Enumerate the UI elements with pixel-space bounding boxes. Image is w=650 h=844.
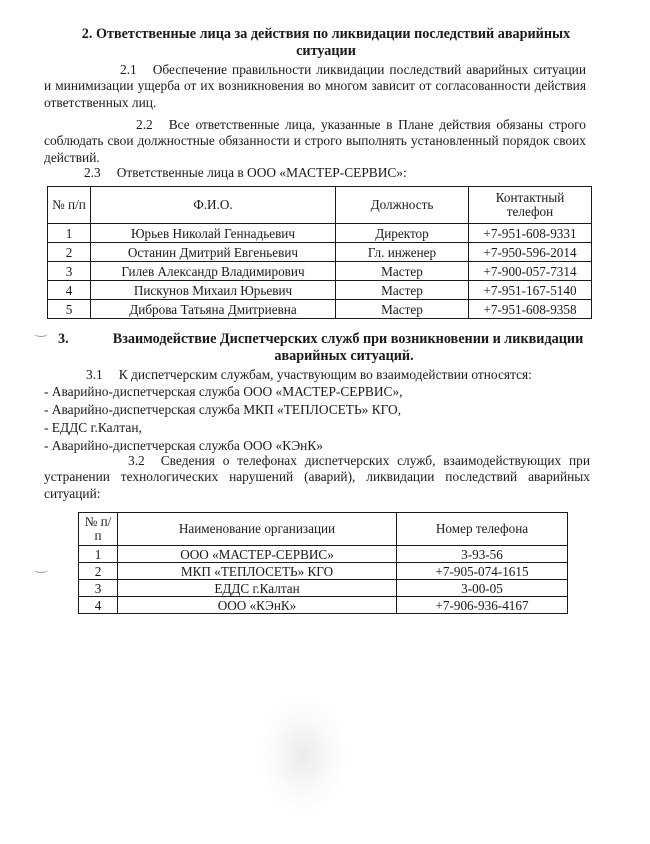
- col-header-position: Должность: [336, 187, 469, 224]
- organization-name: ЕДДС г.Калтан: [118, 580, 397, 597]
- organization-phone: +7-906-936-4167: [397, 597, 568, 614]
- row-number: 1: [48, 224, 91, 243]
- person-position: Мастер: [336, 281, 469, 300]
- table-row: [79, 546, 568, 563]
- person-name: Диброва Татьяна Дмитриевна: [91, 300, 336, 319]
- organization-name: ООО «МАСТЕР-СЕРВИС»: [118, 546, 397, 563]
- section-3-heading-number: 3.: [58, 331, 69, 347]
- table-row: [48, 300, 592, 319]
- col-header-number: № п/п: [79, 513, 118, 546]
- paragraph-2-1-text: Обеспечение правильности ликвидации последствий аварийных ситуации и минимизации ущерба от их возникновения во многом зависит от согласованности действия ответственных лиц.: [44, 62, 586, 110]
- list-item: - ЕДДС г.Калтан,: [44, 420, 142, 435]
- person-name: Останин Дмитрий Евгеньевич: [91, 243, 336, 262]
- person-phone: +7-951-608-9331: [469, 224, 592, 243]
- paragraph-2-2-text: Все ответственные лица, указанные в Плане действия обязаны строго соблюдать свои должностные обязанности и строго выполнять установленный порядок своих действий.: [44, 117, 586, 165]
- section-3-heading-text1: Взаимодействие Диспетчерских служб при возникновении и ликвидации: [112, 331, 584, 347]
- table-row: [79, 580, 568, 597]
- table-row: [48, 281, 592, 300]
- col-header-name: Ф.И.О.: [91, 187, 336, 224]
- row-number: 5: [48, 300, 91, 319]
- table-row: [48, 262, 592, 281]
- person-phone: +7-900-057-7314: [469, 262, 592, 281]
- person-name: Юрьев Николай Геннадьевич: [91, 224, 336, 243]
- table-row: [48, 224, 592, 243]
- organization-phone: 3-00-05: [397, 580, 568, 597]
- table-row: [79, 563, 568, 580]
- organization-name: ООО «КЭнК»: [118, 597, 397, 614]
- person-position: Директор: [336, 224, 469, 243]
- row-number: 3: [48, 262, 91, 281]
- paragraph-3-1-number: 3.1: [86, 367, 103, 382]
- paragraph-2-3-number: 2.3: [84, 165, 101, 180]
- person-name: Гилев Александр Владимирович: [91, 262, 336, 281]
- organization-phone: 3-93-56: [397, 546, 568, 563]
- paragraph-3-2-text: Сведения о телефонах диспетчерских служб, взаимодействующих при устранении технологических нарушений (аварий), ликвидации последствий аварийных ситуаций:: [44, 453, 590, 501]
- col-header-organization: Наименование организации: [118, 513, 397, 546]
- section-3-heading-line1: [44, 331, 604, 348]
- section-2-heading: [40, 26, 612, 60]
- paragraph-2-2-number: 2.2: [136, 117, 153, 132]
- row-number: 2: [79, 563, 118, 580]
- row-number: 4: [79, 597, 118, 614]
- person-position: Мастер: [336, 300, 469, 319]
- row-number: 3: [79, 580, 118, 597]
- paragraph-2-2: [44, 117, 586, 166]
- table-header-row: [79, 513, 568, 546]
- row-number: 2: [48, 243, 91, 262]
- section-3-heading: [44, 331, 604, 365]
- scan-punch-mark-top: [34, 330, 48, 337]
- person-name: Пискунов Михаил Юрьевич: [91, 281, 336, 300]
- paragraph-3-2: [44, 453, 590, 502]
- person-position: Мастер: [336, 262, 469, 281]
- paragraph-3-1: [86, 367, 532, 383]
- person-phone: +7-951-167-5140: [469, 281, 592, 300]
- paragraph-2-1-number: 2.1: [120, 62, 137, 77]
- scan-punch-mark-bottom: [34, 566, 48, 573]
- col-header-phone: Номер телефона: [397, 513, 568, 546]
- col-header-number: № п/п: [48, 187, 91, 224]
- scan-smudge: [258, 695, 348, 815]
- list-item: - Аварийно-диспетчерская служба ООО «КЭнК»: [44, 438, 323, 453]
- paragraph-2-3: [84, 165, 407, 181]
- organization-name: МКП «ТЕПЛОСЕТЬ» КГО: [118, 563, 397, 580]
- row-number: 1: [79, 546, 118, 563]
- list-item: - Аварийно-диспетчерская служба ООО «МАСТЕР-СЕРВИС»,: [44, 384, 403, 399]
- paragraph-3-2-number: 3.2: [128, 453, 145, 468]
- table-row: [79, 597, 568, 614]
- table-header-row: [48, 187, 592, 224]
- organization-phone: +7-905-074-1615: [397, 563, 568, 580]
- section-2-heading-line1: 2. Ответственные лица за действия по ликвидации последствий аварийных: [81, 26, 571, 42]
- paragraph-2-3-text: Ответственные лица в ООО «МАСТЕР-СЕРВИС»:: [116, 165, 407, 180]
- table-row: [48, 243, 592, 262]
- section-3-heading-line2: аварийных ситуаций.: [274, 348, 414, 364]
- paragraph-3-1-text: К диспетчерским службам, участвующим во взаимодействии относятся:: [118, 367, 532, 382]
- row-number: 4: [48, 281, 91, 300]
- paragraph-2-1: [44, 62, 586, 111]
- person-phone: +7-950-596-2014: [469, 243, 592, 262]
- person-phone: +7-951-608-9358: [469, 300, 592, 319]
- col-header-phone: Контактный телефон: [469, 187, 592, 224]
- dispatch-services-list: [44, 384, 403, 454]
- responsible-persons-table: [47, 186, 592, 319]
- dispatch-phones-table: [78, 512, 568, 614]
- person-position: Гл. инженер: [336, 243, 469, 262]
- list-item: - Аварийно-диспетчерская служба МКП «ТЕПЛОСЕТЬ» КГО,: [44, 402, 402, 417]
- section-2-heading-line2: ситуации: [296, 43, 356, 59]
